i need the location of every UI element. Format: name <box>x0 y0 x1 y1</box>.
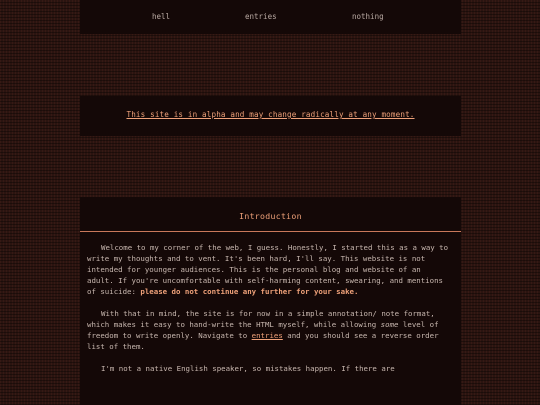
intro-p2-text-a: With that in mind, the site is for now in a simple annotation/ note format, which makes it easy to hand-write the HTML myself, while allowing <box>87 309 435 329</box>
intro-p2-text-b: level of freedom to write openly. Navigate to <box>87 320 439 340</box>
alpha-notice-banner <box>80 96 461 136</box>
nav-link-entries[interactable]: entries <box>245 12 277 21</box>
intro-p1-text: Welcome to my corner of the web, I guess. Honestly, I started this as a way to write my thoughts and to vent. It's been hard, I'll say. This website is not intended for younger audiences. This is the personal blog and website of an adult. If you're uncomfortable with self-harming content, swearing, and mentions of suicide: <box>87 243 449 296</box>
intro-paragraph-3: I'm not a native English speaker, so mistakes happen. If there are <box>101 364 395 373</box>
intro-title: Introduction <box>239 211 302 221</box>
intro-paragraph-2 <box>87 308 451 352</box>
intro-paragraph-1 <box>87 242 451 297</box>
alpha-notice-text: This site is in alpha and may change radically at any moment. <box>126 110 415 119</box>
entries-link[interactable]: entries <box>251 331 283 340</box>
content-warning-text: please do not continue any further for your sake. <box>140 287 359 296</box>
intro-body <box>87 242 451 385</box>
intro-p2-text-c: and you should see a reverse order list of them. <box>87 331 439 351</box>
top-nav <box>80 0 461 34</box>
intro-section <box>80 197 461 405</box>
nav-link-nothing[interactable]: nothing <box>352 12 384 21</box>
intro-divider <box>80 231 461 232</box>
intro-p2-emphasis: some <box>380 320 399 329</box>
nav-link-hell[interactable]: hell <box>152 12 171 21</box>
